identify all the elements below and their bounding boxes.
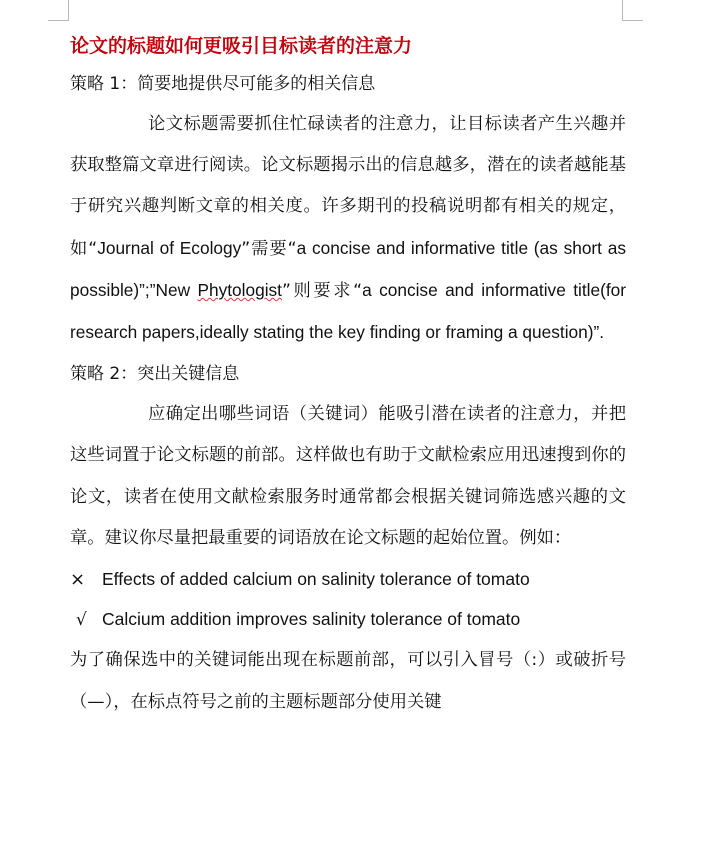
- strategy-2-conclusion: 为了确保选中的关键词能出现在标题前部，可以引入冒号（:）或破折号（—），在标点符号之前的主题标题部分使用关键: [70, 650, 626, 712]
- quote-end: ”.: [593, 322, 605, 343]
- document-title: 论文的标题如何更吸引目标读者的注意力: [70, 35, 413, 57]
- good-example: [70, 599, 626, 639]
- requires-text-2: ”则要求“: [282, 280, 363, 301]
- strategy-2-heading: 策略 2：突出关键信息: [70, 364, 240, 385]
- bad-example-text: Effects of added calcium on salinity tolerance of tomato: [102, 569, 530, 590]
- crop-mark-top-right: [622, 0, 643, 21]
- bad-example: [70, 559, 626, 599]
- strategy-1-text: 论文标题需要抓住忙碌读者的注意力，让目标读者产生兴趣并获取整篇文章进行阅读。论文标题揭示出的信息越多，潜在的读者越能基于研究兴趣判断文章的相关度。许多期刊的投稿说明都有相关的规定，如“: [70, 114, 626, 259]
- good-example-text: Calcium addition improves salinity tolerance of tomato: [102, 609, 521, 630]
- strategy-2-paragraph: 应确定出哪些词语（关键词）能吸引潜在读者的注意力，并把这些词置于论文标题的前部。这样做也有助于文献检索应用迅速搜到你的论文，读者在使用文献检索服务时通常都会根据关键词筛选感兴趣的文章。建议你尽量把最重要的词语放在论文标题的起始位置。例如：: [70, 404, 626, 548]
- cross-icon: ×: [70, 569, 86, 591]
- strategy-1-heading: 策略 1：简要地提供尽可能多的相关信息: [70, 74, 376, 94]
- journal-ecology-name: Journal of Ecology: [97, 237, 242, 258]
- requires-text: ”需要“: [241, 238, 297, 259]
- ecology-requirement-quote: a concise and informative title (as short as possible): [70, 237, 626, 300]
- strategy-1-paragraph: [70, 104, 626, 354]
- check-icon: √: [76, 610, 87, 631]
- misspelled-word-phytologist[interactable]: Phytologist: [197, 279, 282, 300]
- crop-mark-top-left: [48, 0, 69, 21]
- document-body[interactable]: [70, 28, 626, 723]
- phytologist-requirement-quote: a concise and informative title(for research papers,ideally stating the key finding or framing a question): [70, 279, 627, 343]
- quote-separator: ”;”New: [139, 279, 198, 300]
